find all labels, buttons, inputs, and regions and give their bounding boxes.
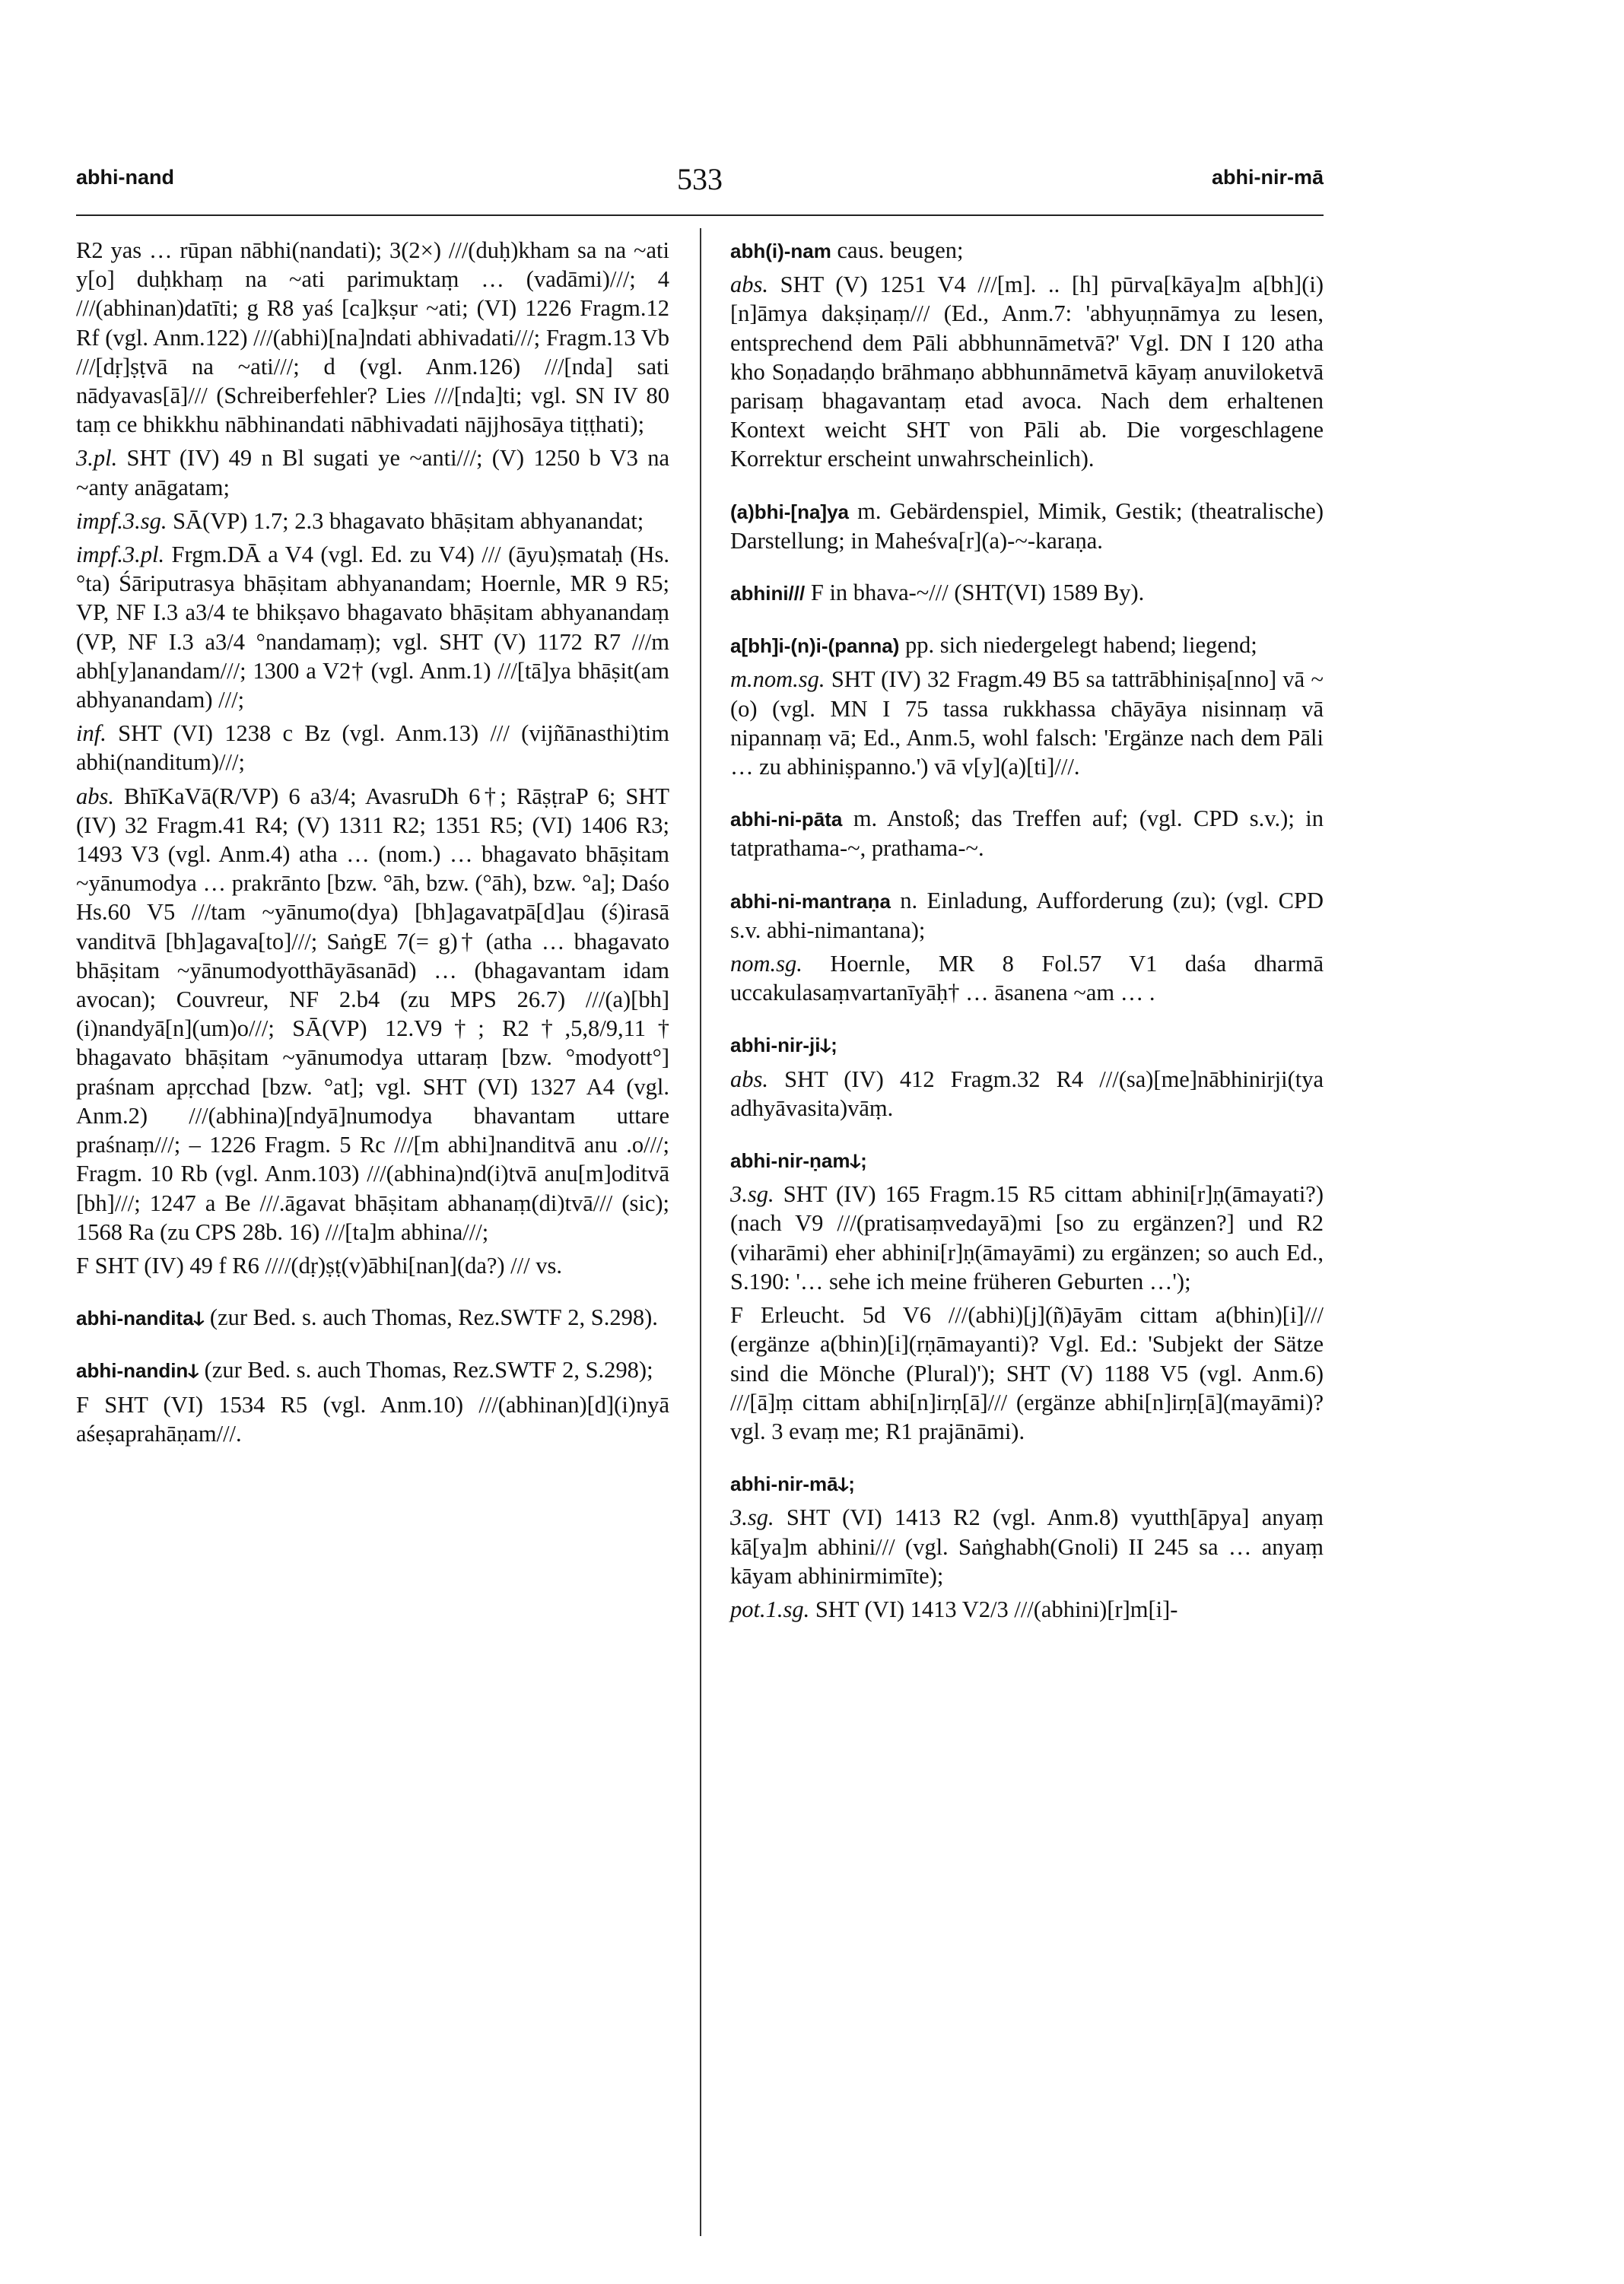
entry-text: SHT (IV) 412 Fragm.32 R4 ///(sa)[me]nābhinirji(tya adhyāvasita)vāṃ.	[730, 1066, 1324, 1121]
entry-text: caus. beugen;	[831, 237, 964, 263]
entry-text: F in bhava-~/// (SHT(VI) 1589 By).	[805, 580, 1145, 606]
lemma: abhi-ni-mantraṇa	[730, 889, 891, 913]
entry-paragraph	[76, 782, 669, 1247]
dictionary-entry	[730, 1145, 1324, 1175]
lemma: abhi-nanditaↆ	[76, 1307, 205, 1330]
entry-text: n. Einladung, Aufforderung (zu); (vgl. CPD s.v. abhi-nimantana);	[730, 887, 1324, 943]
lemma: abhi-nir-jiↆ;	[730, 1034, 837, 1057]
lemma: (a)bhi-[na]ya	[730, 500, 849, 523]
lemma: a[bh]i-(n)i-(panna)	[730, 634, 900, 658]
page-number: 533	[677, 162, 723, 196]
grammar-label: m.nom.sg.	[730, 666, 825, 693]
lemma: abhi-ni-pāta	[730, 808, 843, 831]
entry-text: SHT (IV) 165 Fragm.15 R5 cittam abhini[r]ṇ(āmayati?) (nach V9 ///(pratisaṃvedayā)mi [so zu ergänzen?] und R2 (viharāmi) eher abhini[r]ṇ(āmayāmi) zu ergänzen; so auch Ed., S.190: '… sehe ich meine früheren Geburten …');	[730, 1181, 1324, 1294]
entry-paragraph	[730, 1503, 1324, 1590]
entry-paragraph	[76, 540, 669, 714]
entry-text: pp. sich niedergelegt habend; liegend;	[899, 632, 1257, 659]
entry-text: SHT (VI) 1413 R2 (vgl. Anm.8) vyutth[āpya] anyaṃ kā[ya]m abhini/// (vgl. Saṅghabh(Gnoli) II 245 sa … anyaṃ kāyam abhinirmimīte);	[730, 1504, 1324, 1589]
dictionary-entry	[730, 578, 1324, 608]
grammar-label: abs.	[76, 783, 114, 809]
entry-paragraph	[730, 270, 1324, 473]
left-column	[76, 236, 669, 1453]
entry-text: SHT (IV) 49 n Bl sugati ye ~anti///; (V) 1250 b V3 na ~anty anāgatam;	[76, 445, 669, 500]
lemma: abhi-nandinↆ	[76, 1359, 199, 1383]
entry-text: SHT (VI) 1413 V2/3 ///(abhini)[r]m[i]-	[809, 1596, 1178, 1622]
grammar-label: 3.sg.	[730, 1181, 774, 1208]
dictionary-entry	[76, 1355, 669, 1385]
entry-paragraph	[730, 1595, 1324, 1624]
running-head-left: abhi-nand	[76, 166, 174, 189]
entry-paragraph	[730, 1065, 1324, 1123]
lemma: abhini///	[730, 582, 806, 605]
running-head-right: abhi-nir-mā	[1211, 166, 1324, 189]
header-rule	[76, 214, 1324, 216]
lemma: abh(i)-nam	[730, 240, 831, 262]
entry-text: Frgm.DĀ a V4 (vgl. Ed. zu V4) /// (āyu)ṣmataḥ (Hs. °ta) Śāriputrasya bhāṣitam abhyanandam; Hoernle, MR 9 R5; VP, NF I.3 a3/4 te bhikṣavo bhagavato bhāṣitam abhyanandaṃ (VP, NF I.3 a3/4 °nandamaṃ); vgl. SHT (V) 1172 R7 ///m abh[y]anandam///; 1300 a V2† (vgl. Anm.1) ///[tā]ya bhāṣit(am abhyanandam) ///;	[76, 542, 669, 713]
entry-text: (zur Bed. s. auch Thomas, Rez.SWTF 2, S.298).	[204, 1304, 658, 1331]
dictionary-entry	[730, 1469, 1324, 1498]
dictionary-entry	[730, 236, 1324, 265]
entry-text: SHT (IV) 32 Fragm.49 B5 sa tattrābhiniṣa[nno] vā ~(o) (vgl. MN I 75 tassa rukkhassa chāyāya nisinnaṃ vā nipannaṃ vā; Ed., Anm.5, wohl falsch: 'Ergänze nach dem Pāli … zu abhiniṣpanno.') vā v[y](a)[ti]///.	[730, 666, 1324, 780]
dictionary-entry	[730, 497, 1324, 555]
grammar-label: impf.3.pl.	[76, 542, 165, 568]
dictionary-entry	[730, 631, 1324, 660]
entry-text: m. Gebärdenspiel, Mimik, Gestik; (theatralische) Darstellung; in Maheśva[r](a)-~-karaṇa.	[730, 497, 1324, 554]
entry-text: BhīKaVā(R/VP) 6 a3/4; AvasruDh 6†; RāṣṭraP 6; SHT (IV) 32 Fragm.41 R4; (V) 1311 R2; 1351 R5; (VI) 1406 R3; 1493 V3 (vgl. Anm.4) atha … (nom.) … bhagavato bhāṣitam ~yānumodya … prakrānto [bzw. °āh, bzw. (°āh), bzw. °a]; Daśo Hs.60 V5 ///tam ~yānumo(dya) [bh]agavatpā[d]au (ś)irasā vanditvā [bh]agava[to]///; SaṅgE 7(= g)† (atha … bhagavato bhāṣitam ~yānumodyotthāyāsanād) … (bhagavantam idam avocan); Couvreur, NF 2.b4 (zu MPS 26.7) ///(a)[bh](i)nandyā[n](um)o///; SĀ(VP) 12.V9†; R2†,5,8/9,11† bhagavato bhāṣitam ~yānumodya uttaraṃ [bzw. °modyott°] praśnam apṛcchad [bzw. °at]; vgl. SHT (VI) 1327 A4 (vgl. Anm.2) ///(abhina)[ndyā]numodya bhavantam uttare praśnaṃ///; – 1226 Fragm. 5 Rc ///[m abhi]nanditvā anu .o///; Fragm. 10 Rb (vgl. Anm.103) ///(abhina)nd(i)tvā anu[m]oditvā [bh]///; 1247 a Be ///.āgavat bhāṣitam abhanaṃ(di)tvā/// (sic); 1568 Ra (zu CPS 28b. 16) ///[ta]m abhina///;	[76, 783, 669, 1245]
grammar-label: abs.	[730, 1066, 768, 1092]
entry-text: F Erleucht. 5d V6 ///(abhi)[j](ñ)āyām cittam a(bhin)[i]/// (ergänze a(bhin)[i](rṇāmayanti)? Vgl. Ed.: 'Subjekt der Sätze sind die Mönche (Plural)'); SHT (V) 1188 V5 (vgl. Anm.6) ///[ā]ṃ cittam abhi[n]irṇ[ā]/// (ergänze abhi[n]irṇ[ā](mayāmi)? vgl. 3 evaṃ me; R1 prajānāmi).	[730, 1302, 1324, 1444]
entry-paragraph	[730, 665, 1324, 781]
dictionary-entry	[730, 1030, 1324, 1059]
lemma: abhi-nir-ṇamↆ;	[730, 1149, 867, 1173]
grammar-label: 3.sg.	[730, 1504, 774, 1531]
grammar-label: pot.1.sg.	[730, 1596, 810, 1622]
grammar-label: inf.	[76, 720, 106, 747]
dictionary-entry	[76, 1303, 669, 1333]
right-column	[730, 236, 1324, 1628]
entry-paragraph	[76, 719, 669, 777]
entry-text: SHT (VI) 1238 c Bz (vgl. Anm.13) /// (vijñānasthi)tim abhi(nanditum)///;	[76, 720, 669, 776]
entry-paragraph	[730, 949, 1324, 1007]
entry-text: SĀ(VP) 1.7; 2.3 bhagavato bhāṣitam abhyanandat;	[167, 507, 644, 534]
grammar-label: impf.3.sg.	[76, 507, 167, 534]
entry-paragraph	[730, 1180, 1324, 1296]
grammar-label: 3.pl.	[76, 445, 118, 472]
entry-text: SHT (V) 1251 V4 ///[m]. .. [h] pūrva[kāya]m a[bh](i)[n]āmya dakṣiṇaṃ/// (Ed., Anm.7: 'abhyuṇnāmya zu lesen, entsprechend dem Pāli abbhunnāmetvā?' Vgl. DN I 120 atha kho Soṇadaṇḍo brāhmaṇo abbhunnāmetvā kāyaṃ anuviloketvā parisaṃ bhagavantaṃ etad avoca. Nach dem erhaltenen Kontext weicht SHT von Pāli ab. Die vorgeschlagene Korrektur erscheint unwahrscheinlich).	[730, 272, 1324, 472]
page-header	[76, 162, 1324, 211]
entry-text: m. Anstoß; das Treffen auf; (vgl. CPD s.v.); in tatprathama-~, prathama-~.	[730, 805, 1324, 862]
lemma: abhi-nir-māↆ;	[730, 1472, 855, 1496]
grammar-label: nom.sg.	[730, 951, 802, 977]
grammar-label: abs.	[730, 272, 768, 298]
dictionary-entry	[730, 804, 1324, 862]
column-divider	[700, 228, 701, 2236]
entry-text: Hoernle, MR 8 Fol.57 V1 daśa dharmā uccakulasaṃvartanīyāḥ† … āsanena ~am … .	[730, 951, 1324, 1006]
entry-text: (zur Bed. s. auch Thomas, Rez.SWTF 2, S.298);	[199, 1357, 653, 1383]
entry-text: R2 yas … rūpan nābhi(nandati); 3(2×) ///(duḥ)kham sa na ~ati y[o] duḥkhaṃ na ~ati parimuktaṃ … (vadāmi)///; 4 ///(abhinan)datīti; g R8 yaś [ca]kṣur ~ati; (VI) 1226 Fragm.12 Rf (vgl. Anm.122) ///(abhi)[na]ndati abhivadati///; Fragm.13 Vb ///[dṛ]ṣṭvā na ~ati///; d (vgl. Anm.126) ///[nda] sati nādyavas[ā]/// (Schreiberfehler? Lies ///[nda]ti; vgl. SN IV 80 taṃ ce bhikkhu nābhinandati nābhivadati nājjhosāya tiṭṭhati);	[76, 237, 669, 438]
entry-text: F SHT (VI) 1534 R5 (vgl. Anm.10) ///(abhinan)[d](i)nyā aśeṣaprahāṇam///.	[76, 1391, 669, 1447]
entry-text: F SHT (IV) 49 f R6 ////(dṛ)ṣṭ(v)ābhi[nan](da?) /// vs.	[76, 1252, 562, 1279]
entry-paragraph	[76, 443, 669, 501]
entry-paragraph	[76, 507, 669, 535]
dictionary-entry	[730, 886, 1324, 945]
